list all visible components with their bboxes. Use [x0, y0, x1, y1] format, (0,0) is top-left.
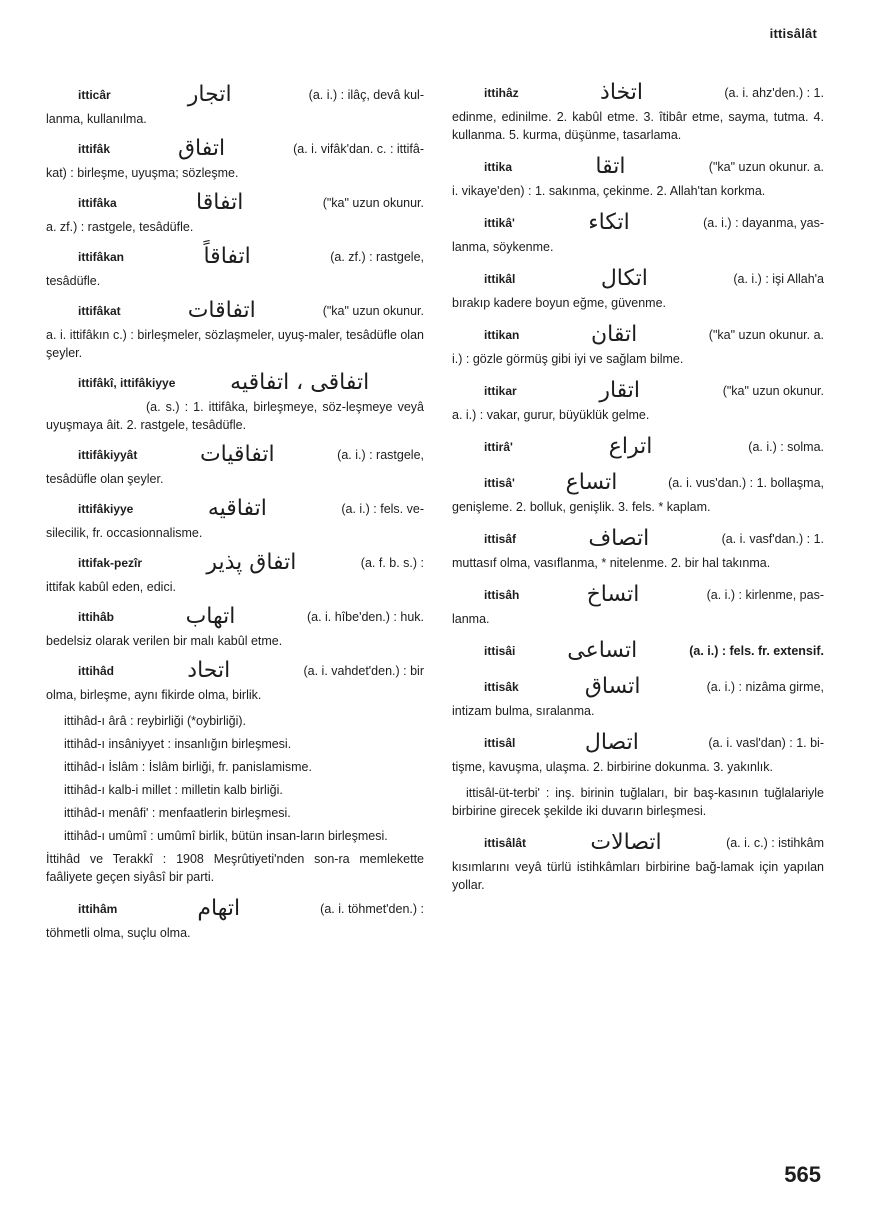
arabic-script: اتساق — [584, 674, 641, 699]
headword: ittisâi — [484, 644, 516, 658]
running-head: ittisâlât — [769, 26, 817, 41]
entry-ittisal — [452, 730, 824, 776]
entry-ittikal — [452, 266, 824, 312]
headword: ittika — [484, 160, 513, 174]
arabic-script: اتفاقيات — [199, 442, 275, 467]
definition: kat) : birleşme, uyuşma; sözleşme. — [46, 166, 239, 180]
entry-ittiham — [46, 896, 424, 942]
definition: töhmetli olma, suçlu olma. — [46, 926, 191, 940]
entry-ittifaki — [46, 370, 424, 434]
grammar-hint: (a. i.) : ilâç, devâ kul- — [308, 88, 424, 102]
headword: ittifâk — [78, 142, 111, 156]
arabic-script: اتكاء — [588, 210, 630, 235]
arabic-script: اتقا — [595, 154, 626, 179]
grammar-hint: (a. i. vasf'dan.) : 1. — [721, 532, 824, 546]
headword: ittisâlât — [484, 836, 527, 850]
grammar-hint: (a. i.) : dayanma, yas- — [703, 216, 824, 230]
headword: ittisâ' — [484, 476, 515, 490]
definition: bırakıp kadere boyun eğme, güvenme. — [452, 296, 667, 310]
compound-ittihad-i-islam: ittihâd-ı İslâm : İslâm birliği, fr. panislamisme. — [64, 760, 312, 774]
headword: ittihâb — [78, 610, 114, 624]
headword: itticâr — [78, 88, 111, 102]
compound-ittihad-i-kalb-i-millet: ittihâd-ı kalb-i millet : milletin kalb birliği. — [64, 783, 283, 797]
headword: ittifâkiyye — [78, 502, 134, 516]
definition: lanma, söykenme. — [452, 240, 554, 254]
grammar-hint: (a. i. vasl'dan) : 1. bi- — [708, 736, 824, 750]
definition: olma, birleşme, aynı fikirde olma, birlik. — [46, 688, 262, 702]
headword: ittifak-pezîr — [78, 556, 143, 570]
arabic-script: اتقان — [590, 322, 638, 347]
grammar-hint: ("ka" uzun okunur. — [722, 384, 824, 398]
headword: ittirâ' — [484, 440, 513, 454]
headword: ittihâm — [78, 902, 118, 916]
arabic-script: اتساع — [565, 470, 618, 495]
headword: ittisâh — [484, 588, 520, 602]
entry-ittisai — [452, 638, 824, 664]
definition: tesâdüfle. — [46, 274, 101, 288]
definition: a. i. ittifâkın c.) : birleşmeler, sözlaşmeler, uyuş-maler, tesâdüfle olan şeyler. — [46, 328, 424, 360]
definition: i.) : gözle görmüş gibi iyi ve sağlam bilme. — [452, 352, 684, 366]
entry-ittikar — [452, 378, 824, 424]
arabic-script: اتراع — [608, 434, 653, 459]
headword: ittisâf — [484, 532, 517, 546]
definition: tesâdüfle olan şeyler. — [46, 472, 164, 486]
entry-ittisalat — [452, 830, 824, 894]
grammar-hint: (a. f. b. s.) : — [360, 556, 424, 570]
definition: bedelsiz olarak verilen bir malı kabûl etme. — [46, 634, 283, 648]
arabic-script: اتحاد — [187, 658, 231, 683]
page-number: 565 — [784, 1162, 821, 1187]
definition: kısımlarını veyâ türlü istihkâmları birbirine bağ-lamak için yapılan yollar. — [452, 860, 824, 892]
definition: genişleme. 2. bolluk, genişlik. 3. fels. * kaplam. — [452, 500, 711, 514]
definition: ittifak kabûl eden, edici. — [46, 580, 176, 594]
headword: ittihâd — [78, 664, 114, 678]
entry-ittifakiyye — [46, 496, 424, 542]
arabic-script: اتخاذ — [600, 80, 643, 105]
headword: ittisâl — [484, 736, 516, 750]
definition: tişme, kavuşma, ulaşma. 2. birbirine dokunma. 3. yakınlık. — [452, 760, 773, 774]
headword: ittifâkat — [78, 304, 121, 318]
grammar-hint: (a. i. töhmet'den.) : — [320, 902, 424, 916]
definition: i. vikaye'den) : 1. sakınma, çekinme. 2. Allah'tan korkma. — [452, 184, 766, 198]
headword: ittifâkan — [78, 250, 125, 264]
headword: ittihâz — [484, 86, 519, 100]
grammar-hint: (a. i. vahdet'den.) : bir — [303, 664, 424, 678]
entry-ittisa — [452, 470, 824, 516]
grammar-hint: (a. i.) : işi Allah'a — [733, 272, 824, 286]
headword: ittifâkî, ittifâkiyye — [78, 376, 176, 390]
definition: lanma, kullanılma. — [46, 112, 147, 126]
grammar-hint: (a. i.) : fels. fr. extensif. — [689, 644, 824, 658]
arabic-script: اتساعى — [567, 638, 638, 663]
arabic-script: اتفاق — [177, 136, 226, 161]
definition: (a. s.) : 1. ittifâka, birleşmeye, söz-leşmeye veyâ uyuşmaya âit. 2. rastgele, tesâdüfle. — [46, 400, 424, 432]
entry-ittisak — [452, 674, 824, 720]
definition: muttasıf olma, vasıflanma, * nitelenme. 2. bir hal takınma. — [452, 556, 771, 570]
headword: ittikan — [484, 328, 520, 342]
grammar-hint: (a. i.) : rastgele, — [337, 448, 424, 462]
entry-ittifaka — [46, 190, 424, 236]
arabic-script: اتهام — [197, 896, 241, 921]
headword: ittifâkiyyât — [78, 448, 138, 462]
entry-ittira — [452, 434, 824, 460]
compound-ittihad-i-ara: ittihâd-ı ârâ : reybirliği (*oybirliği). — [64, 714, 247, 728]
headword: ittikâ' — [484, 216, 515, 230]
definition: edinme, edinilme. 2. kabûl etme. 3. îtibâr etme, sayma, tutma. 4. kullanma. 5. kurma, düşünme, tasarlama. — [452, 110, 824, 142]
grammar-hint: (a. i. ahz'den.) : 1. — [724, 86, 824, 100]
arabic-script: اتفاق پذير — [206, 550, 297, 575]
grammar-hint: ("ka" uzun okunur. — [322, 196, 424, 210]
grammar-hint: (a. i. vus'dan.) : 1. bollaşma, — [668, 476, 824, 490]
compound-ittihad-i-umumi: ittihâd-ı umûmî : umûmî birlik, bütün insan-ların birleşmesi. — [64, 829, 388, 843]
definition: lanma. — [452, 612, 490, 626]
arabic-script: اتجار — [187, 82, 232, 107]
arabic-script: اتصاف — [588, 526, 650, 551]
grammar-hint: (a. i. hîbe'den.) : huk. — [306, 610, 424, 624]
entry-ittifakiyyat — [46, 442, 424, 488]
arabic-script: اتفاقات — [187, 298, 256, 323]
entry-ittifakat — [46, 298, 424, 362]
left-column — [46, 78, 424, 942]
headword: ittikâl — [484, 272, 516, 286]
compound-ittihad-i-menafi: ittihâd-ı menâfi' : menfaatlerin birleşmesi. — [64, 806, 291, 820]
entry-ittikan — [452, 322, 824, 368]
grammar-hint: ("ka" uzun okunur. a. — [708, 328, 824, 342]
grammar-hint: ("ka" uzun okunur. a. — [708, 160, 824, 174]
headword: ittifâka — [78, 196, 117, 210]
arabic-script: اتساخ — [586, 582, 640, 607]
grammar-hint: (a. i. c.) : istihkâm — [726, 836, 824, 850]
grammar-hint: (a. i. vifâk'dan. c. : ittifâ- — [293, 142, 424, 156]
compound-ittihad-ve-terakki: İttihâd ve Terakkî : 1908 Meşrûtiyeti'nden son-ra memlekette faâliyete geçen siyâsî bir parti. — [46, 852, 424, 884]
arabic-script: اتقار — [599, 378, 641, 403]
entry-ittihab — [46, 604, 424, 650]
grammar-hint: (a. zf.) : rastgele, — [330, 250, 424, 264]
definition: a. zf.) : rastgele, tesâdüfle. — [46, 220, 194, 234]
grammar-hint: (a. i.) : solma. — [748, 440, 824, 454]
arabic-script: اتكال — [600, 266, 648, 291]
entry-ittifak-pezir — [46, 550, 424, 596]
arabic-script: اتفاقيه — [207, 496, 267, 521]
right-column — [452, 78, 824, 894]
entry-ittifakan — [46, 244, 424, 290]
entry-ittika-a — [452, 210, 824, 256]
definition: silecilik, fr. occasionnalisme. — [46, 526, 203, 540]
entry-ittifak — [46, 136, 424, 182]
entry-ittika — [452, 154, 824, 200]
grammar-hint: (a. i.) : fels. ve- — [341, 502, 424, 516]
grammar-hint: (a. i.) : nizâma girme, — [706, 680, 824, 694]
entry-ittihad — [46, 658, 424, 704]
grammar-hint: ("ka" uzun okunur. — [322, 304, 424, 318]
compound-ittisal-ut-terbi: ittisâl-üt-terbi' : inş. birinin tuğlaları, bir baş-kasının tuğlalariyle birbirine girecek şekilde iki duvarın birleşmesi. — [452, 786, 824, 818]
definition: a. i.) : vakar, gurur, büyüklük gelme. — [452, 408, 650, 422]
entry-ittisaf — [452, 526, 824, 572]
arabic-script: اتصال — [584, 730, 639, 755]
arabic-script: اتفاقى ، اتفاقيه — [230, 370, 370, 395]
arabic-script: اتفاقاً — [203, 244, 251, 269]
entry-ittihaz — [452, 80, 824, 144]
arabic-script: اتهاب — [185, 604, 236, 629]
headword: ittikar — [484, 384, 517, 398]
headword: ittisâk — [484, 680, 519, 694]
definition: intizam bulma, sıralanma. — [452, 704, 595, 718]
entry-ittical — [46, 82, 424, 128]
arabic-script: اتفاقا — [196, 190, 244, 215]
grammar-hint: (a. i.) : kirlenme, pas- — [706, 588, 824, 602]
compound-ittihad-i-insaniyyet: ittihâd-ı insâniyyet : insanlığın birleşmesi. — [64, 737, 292, 751]
entry-ittisah — [452, 582, 824, 628]
arabic-script: اتصالات — [590, 830, 662, 855]
